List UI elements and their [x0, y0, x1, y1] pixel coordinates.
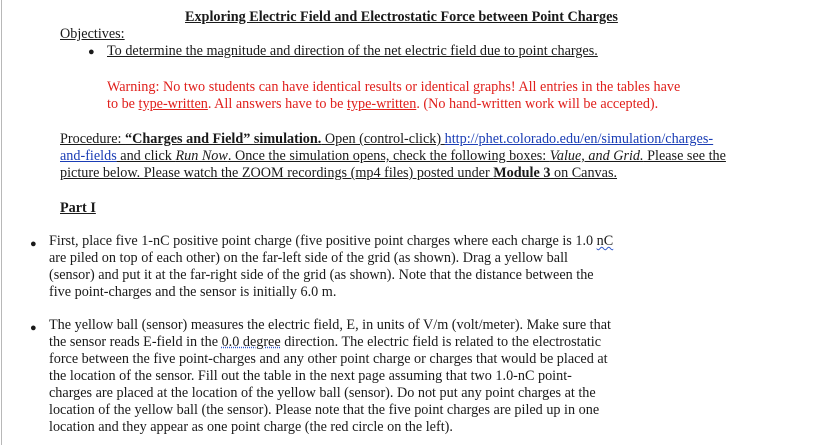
checkbox-names: Value, and Grid.: [549, 148, 644, 164]
bullet-icon: ●: [30, 238, 37, 250]
part-heading: Part I: [60, 200, 96, 216]
bullet-icon: ●: [88, 46, 95, 58]
instruction-paragraph-1: [49, 233, 639, 301]
warning-text-part: . (No hand-written work will be accepted).: [416, 96, 659, 112]
paragraph-line: five point-charges and the sensor is initially 6.0 m.: [49, 284, 337, 300]
warning-text-part: . All answers have to be: [207, 96, 347, 112]
run-now-text: Run Now: [175, 148, 228, 164]
warning-text-part: type-written: [138, 96, 208, 112]
paragraph-line: [49, 334, 639, 351]
objective-item: To determine the magnitude and direction of the net electric field due to point charges.: [107, 43, 598, 59]
procedure-text: on Canvas.: [550, 165, 618, 181]
warning-line: Warning: No two students can have identical results or identical graphs! All entries in the tables have: [107, 79, 681, 95]
procedure-line: [60, 165, 780, 182]
module-name: Module 3: [493, 165, 551, 181]
procedure-text: Open (control-click): [321, 131, 445, 147]
paragraph-line: location of the yellow ball (the sensor). Please note that the five point charges are piled up in one: [49, 402, 600, 418]
bullet-icon: ●: [30, 322, 37, 334]
paragraph-line: (sensor) and put it at the far-right side of the grid (as shown). Note that the distance between the: [49, 267, 594, 283]
paragraph-line: charges are placed at the location of the yellow ball (sensor). Do not put any point charges at the: [49, 385, 596, 401]
paragraph-text: the sensor reads E-field in the: [49, 334, 222, 350]
paragraph-line: The yellow ball (sensor) measures the electric field, E, in units of V/m (volt/meter). Make sure that: [49, 317, 611, 333]
procedure-text: . Once the simulation opens, check the following boxes:: [227, 148, 550, 164]
page-edge: [1, 0, 2, 445]
direction-text: 0.0 degree: [221, 334, 281, 350]
document-title: Exploring Electric Field and Electrostatic Force between Point Charges: [185, 9, 618, 25]
objectives-heading: Objectives:: [60, 26, 125, 42]
procedure-text: Please see the: [643, 148, 726, 164]
warning-text-part: to be: [107, 96, 139, 112]
procedure-text: picture below. Please watch the ZOOM recordings (mp4 files) posted under: [60, 165, 494, 181]
paragraph-text: First, place five 1-nC positive point charge (five positive point charges where each charge is 1.0: [49, 233, 597, 249]
warning-line: [107, 96, 797, 113]
warning-text: [107, 79, 797, 113]
procedure-line: [60, 131, 780, 148]
paragraph-text: direction. The electric field is related to the electrostatic: [280, 334, 602, 350]
simulation-name: “Charges and Field” simulation.: [125, 131, 322, 147]
procedure-paragraph: [60, 131, 780, 182]
procedure-line: [60, 148, 780, 165]
paragraph-line: location and they appear as one point charge (the red circle on the left).: [49, 419, 453, 435]
simulation-link-continued[interactable]: and-fields: [60, 148, 117, 164]
paragraph-line: are piled on top of each other) on the far-left side of the grid (as shown). Drag a yellow ball: [49, 250, 568, 266]
paragraph-line: [49, 233, 639, 250]
simulation-link[interactable]: http://phet.colorado.edu/en/simulation/charges-: [444, 131, 714, 147]
unit-text: nC: [596, 233, 614, 249]
procedure-text: and click: [116, 148, 176, 164]
warning-text-part: type-written: [346, 96, 417, 112]
procedure-label: Procedure:: [60, 131, 126, 147]
instruction-paragraph-2: [49, 317, 639, 436]
paragraph-line: the location of the sensor. Fill out the table in the next page assuming that two 1.0-nC point-: [49, 368, 572, 384]
paragraph-line: force between the five point-charges and any other point charge or charges that would be placed at: [49, 351, 608, 367]
